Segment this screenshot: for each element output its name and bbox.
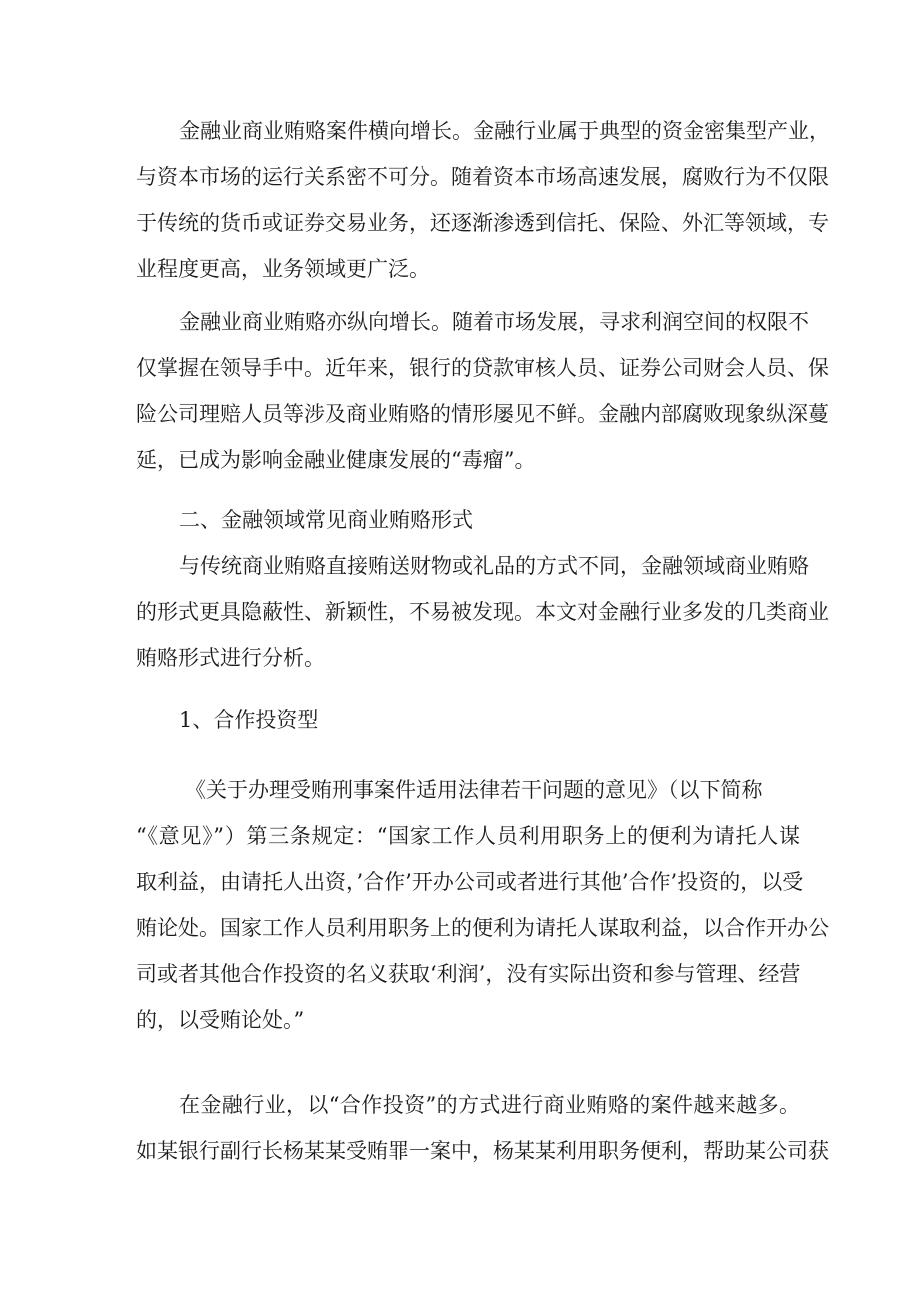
paragraph-line: 的，以受贿论处。” — [136, 1008, 305, 1032]
section-heading: 二、金融领域常见商业贿赂形式 — [179, 508, 473, 532]
paragraph-line: 与资本市场的运行关系密不可分。随着资本市场高速发展，腐败行为不仅限 — [136, 165, 829, 189]
paragraph-forms-intro — [136, 543, 829, 681]
paragraph-line: “《意见》”）第三条规定：“国家工作人员利用职务上的便利为请托人谋 — [136, 824, 800, 848]
paragraph-vertical-growth — [136, 299, 829, 483]
paragraph-line: 金融业商业贿赂亦纵向增长。随着市场发展，寻求利润空间的权限不 — [179, 310, 809, 334]
paragraph-line: 在金融行业，以“合作投资”的方式进行商业贿赂的案件越来越多。 — [179, 1093, 800, 1117]
paragraph-line: 仅掌握在领导手中。近年来，银行的贷款审核人员、证券公司财会人员、保 — [136, 356, 829, 380]
paragraph-line: 延，已成为影响金融业健康发展的“毒瘤”。 — [136, 448, 536, 472]
paragraph-line: 贿论处。国家工作人员利用职务上的便利为请托人谋取利益，以合作开办公 — [136, 916, 829, 940]
paragraph-line: 于传统的货币或证券交易业务，还逐渐渗透到信托、保险、外汇等领域，专 — [136, 211, 829, 235]
paragraph-line: 取利益，由请托人出资，’合作’开办公司或者进行其他’合作’投资的，以受 — [136, 870, 804, 894]
paragraph-cooperative-investment-cases — [136, 1082, 829, 1174]
paragraph-regulation-quote — [136, 767, 829, 1043]
subsection-heading: 1、合作投资型 — [179, 708, 319, 732]
paragraph-line: 的形式更具隐蔽性、新颖性，不易被发现。本文对金融行业多发的几类商业 — [136, 600, 829, 624]
paragraph-line: 险公司理赔人员等涉及商业贿赂的情形屡见不鲜。金融内部腐败现象纵深蔓 — [136, 402, 829, 426]
paragraph-line: 如某银行副行长杨某某受贿罪一案中，杨某某利用职务便利，帮助某公司获 — [136, 1139, 829, 1163]
paragraph-horizontal-growth — [136, 108, 830, 292]
paragraph-line: 《关于办理受贿刑事案件适用法律若干问题的意见》（以下简称 — [185, 778, 763, 802]
paragraph-line: 金融业商业贿赂案件横向增长。金融行业属于典型的资金密集型产业， — [179, 119, 830, 143]
paragraph-line: 业程度更高，业务领域更广泛。 — [136, 257, 430, 281]
paragraph-line: 司或者其他合作投资的名义获取‘利润’，没有实际出资和参与管理、经营 — [136, 962, 801, 986]
paragraph-line: 贿赂形式进行分析。 — [136, 646, 325, 670]
paragraph-line: 与传统商业贿赂直接贿送财物或礼品的方式不同，金融领域商业贿赂 — [179, 554, 809, 578]
